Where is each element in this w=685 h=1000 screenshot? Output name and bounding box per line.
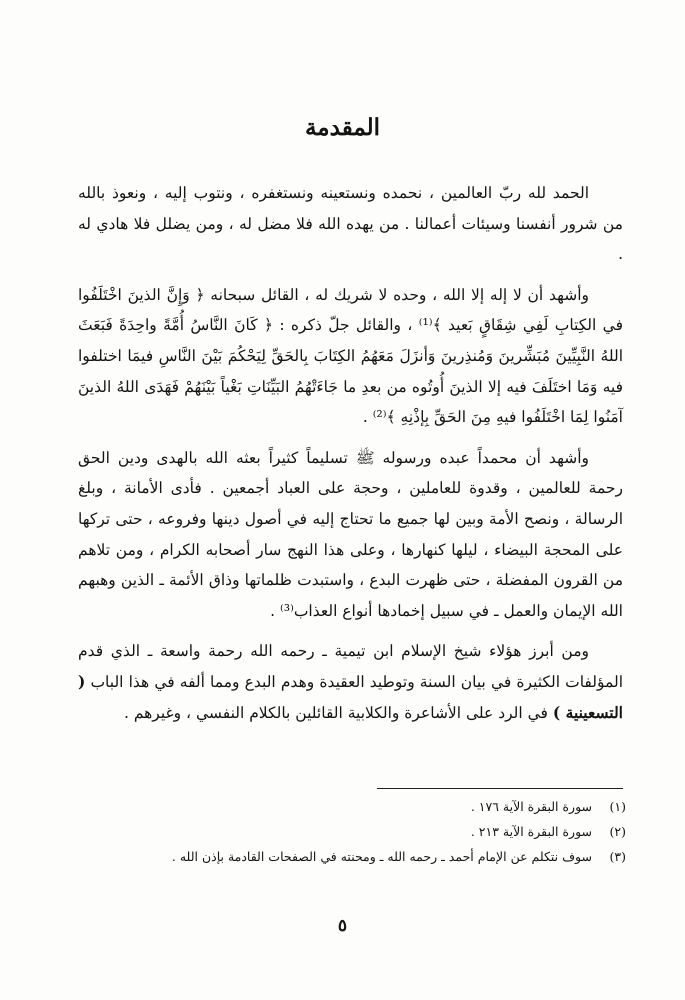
footnote-1 xyxy=(78,794,626,819)
footnote-number: (٣) xyxy=(609,849,626,864)
paragraph-2: وأشهد أن لا إله إلا الله ، وحده لا شريك له ، القائل سبحانه ﴿ وَإِنَّ الذينَ اخْتَلَفُوا في الكِتابِ لَفِي شِقَاقٍ بَعيد ﴾⁽¹⁾ ، والقائل جلّ ذكره : ﴿ كَانَ النَّاسُ أُمَّةً واحِدَةً فَبَعَثَ اللهُ النَّبِيِّينَ مُبَشِّرينَ وَمُنذِرينَ وَأنزَلَ مَعَهُمُ الكِتَابَ بِالحَقِّ لِيَحْكُمَ بَيْنَ النَّاسِ فيمَا اختلفوا فيه وَمَا اختَلَفَ فيه إلا الذينَ أُوتُوه من بعدِ ما جَاءَتْهُمُ البَيِّنَاتِ بَغْياً بَيْنَهُمْ فَهَدَى اللهُ الذينَ آمَنُوا لِمَا اخْتَلَفُوا فيهِ مِنَ الحَقِّ بِإذْنِهِ ﴾⁽²⁾ . xyxy=(78,285,623,427)
footnote-text: سورة البقرة الآية ٢١٣ . xyxy=(470,824,592,839)
paragraph-3: وأشهد أن محمداً عبده ورسوله ﷺ تسليماً كثيراً بعثه الله بالهدى ودين الحق رحمة للعالمين ، وقدوة للعاملين ، وحجة على العباد أجمعين . فأدى الأمانة ، وبلغ الرسالة ، ونصح الأمة وبين لها جميع ما تحتاج إليه في أصول دينها وفروعه ، حتى تركها على المحجة البيضاء ، ليلها كنهارها ، وعلى هذا النهج سار أصحابه الكرام ، ومن تلاهم من القرون المفضلة ، حتى ظهرت البدع ، واستبدت ظلماتها وذاق الأئمة ـ الذين وهبهم الله الإيمان والعمل ـ في سبيل إخمادها أنواع العذاب⁽³⁾ . xyxy=(78,448,623,620)
footnote-number: (١) xyxy=(609,799,626,814)
footnote-divider xyxy=(377,788,623,789)
paragraph-1: الحمد لله ربّ العالمين ، نحمده ونستعينه ونستغفره ، ونتوب إليه ، ونعوذ بالله من شرور أنفسنا وسيئات أعمالنا . من يهده الله فلا مضل له ، ومن يضلل فلا هادي له . xyxy=(78,184,623,264)
paragraph-4-end: في الرد على الأشاعرة والكلابية القائلين بالكلام النفسي ، وغيرهم . xyxy=(123,703,548,722)
footnote-3 xyxy=(78,844,626,869)
footnote-text: سوف نتكلم عن الإمام أحمد ـ رحمه الله ـ ومحنته في الصفحات القادمة بإذن الله . xyxy=(171,849,592,864)
page-number: ٥ xyxy=(337,916,348,936)
book-title-tisiniyya: ( التسعينية ) xyxy=(78,671,623,722)
paragraph-4-start: ومن أبرز هؤلاء شيخ الإسلام ابن تيمية ـ رحمه الله رحمة واسعة ـ الذي قدم المؤلفات الكثيرة في بيان السنة وتوطيد العقيدة وهدم البدع ومما ألفه في هذا الباب xyxy=(78,642,623,691)
footnotes xyxy=(78,794,626,869)
footnote-text: سورة البقرة الآية ١٧٦ . xyxy=(470,799,592,814)
main-text xyxy=(78,178,623,738)
footnote-number: (٢) xyxy=(609,824,626,839)
paragraph-4 xyxy=(78,636,623,728)
page-title: المقدمة xyxy=(304,114,381,141)
footnote-2 xyxy=(78,819,626,844)
